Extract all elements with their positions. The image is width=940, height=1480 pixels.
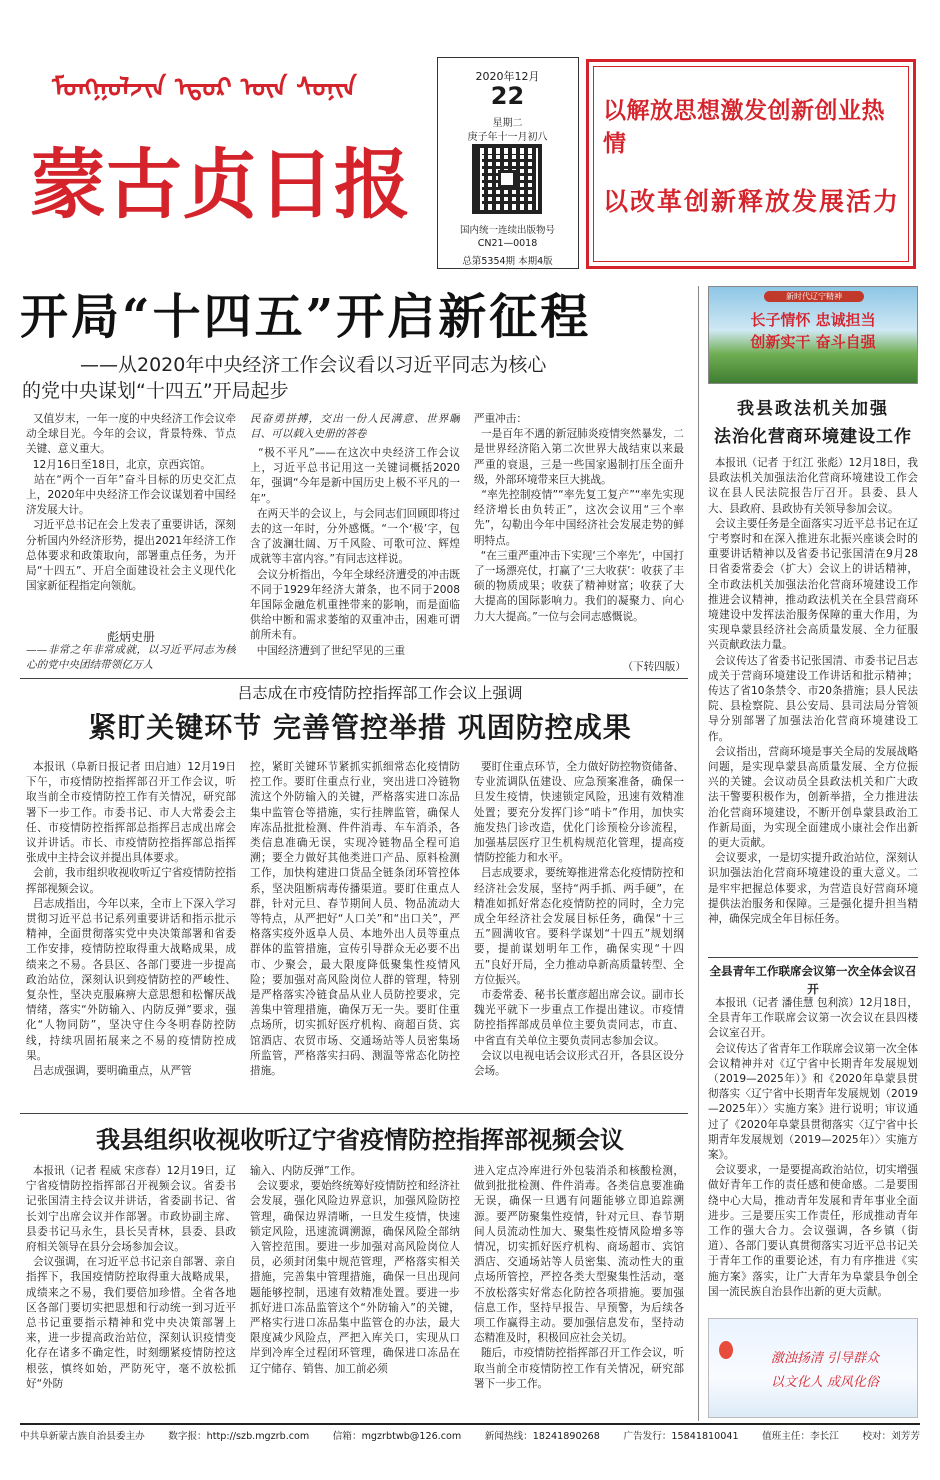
youth-headline[interactable]: 全县青年工作联席会议第一次全体会议召开 [709, 964, 917, 996]
newspaper-title: 蒙古贞日报 [30, 140, 410, 229]
lead-subhead: 彪炳史册 [106, 630, 155, 644]
divider-video-top [20, 1113, 688, 1114]
footer-email[interactable]: 信箱：mgzrbtwb@126.com [332, 1431, 462, 1442]
footer-rule [20, 1423, 920, 1425]
spirit-banner-line-2: 创新实干 奋斗自强 [750, 333, 876, 351]
issue-number: 总第5354期 本期4版 [462, 256, 553, 267]
lead-quote-1: ——非常之年非常成就，以习近平同志为核心的党中央团结带领亿万人 [26, 644, 236, 672]
lead-col-3: 严重冲击： 一是百年不遇的新冠肺炎疫情突然暴发，二是世界经济陷入第二次世界大战结束以来最严重的衰退，三是一些国家遏制打压全面升级，外部环境带来巨大挑战。 “率先控制疫情”“率先复工复产”“率先实现经济增长由负转正”，这次会议用“三个率先”，勾勒出今年中国经济社会发展走势的鲜明特点。 “在三重严重冲击下实现‘三个率先’，中国打了一场漂亮仗，打赢了‘三大收获’：收获了丰硕的物质成果；收获了精神财富；收获了大大提高的国际影响力。我们的凝聚力、向心力大大提高。”一位与会同志感慨说。 [474, 413, 684, 623]
divider-right-1 [708, 957, 918, 958]
civility-line-1: 激浊扬清 引导群众 [770, 1351, 880, 1366]
footer-proof: 校对：刘芳芳 [862, 1431, 920, 1442]
date-day: 22 [490, 82, 525, 110]
civility-image[interactable] [708, 1318, 918, 1418]
lead-col-2: “极不平凡”——在这次中央经济工作会议上，习近平总书记用这一关键词概括2020年，强调“今年是新中国历史上极不平凡的一年”。 在两天半的会议上，与会同志们回顾即将过去的这一年时，分外感慨。“一个‘极’字，包含了波澜壮阔、万千风险、可歌可泣、辉煌成就等丰富内容。”有同志这样说。 会议分析指出，今年全球经济遭受的冲击既不同于1929年经济大萧条，也不同于2008年国际金融危机重挫带来的影响，而是面临供给中断和需求萎缩的双重冲击，困难可谓前所未有。 中国经济遭到了世纪罕见的三重 [250, 447, 460, 657]
issn-number: CN21—0018 [477, 238, 538, 249]
spirit-banner[interactable] [708, 286, 918, 384]
footer-editor: 值班主任：李长江 [762, 1431, 839, 1442]
law-headline-1[interactable]: 我县政法机关加强 [737, 399, 889, 419]
law-body: 本报讯（记者 于红江 张彪）12月18日，我县政法机关加强法治化营商环境建设工作会议在县人民法院报告厅召开。县委、县人大、县政府、县政协有关领导参加会议。 会议主要任务是全面落实习近平总书记在辽宁考察时和在深入推进东北振兴座谈会时的重要讲话精神以及省委书记张国清在9月28日省委常委会（扩大）会议上的讲话精神，全市政法机关加强法治化营商环境建设工作推进会议精神，推动政法机关在全县营商环境建设中发挥法治服务保障的重大作用，为实现阜蒙县经济社会高质量发展、全力征服兴贡献政法力量。 会议传达了省委书记张国清、市委书记吕志成关于营商环境建设工作讲话和批示精神；传达了省10条禁令、市20条措施；县人民法院、县检察院、县公安局、县司法局分管领导分别部署了加强法治化营商环境建设工作。 会议指出，营商环境是事关全局的发展战略问题，是实现阜蒙县高质量发展、全方位振兴的关键。会议动员全县政法机关和广大政法干警要积极作为，创新举措，全力推进法治化营商环境建设，不断开创阜蒙县政治工作新局面，为实现全面建成小康社会作出新的更大贡献。 会议要求，一是切实提升政治站位，深刻认识加强法治化营商环境建设的重大意义。二是牢牢把握总体要求，为营造良好营商环境提供法治服务和保障。三是强化提升担当精神，确保完成全年目标任务。 [708, 457, 918, 926]
footer-digital[interactable]: 数字报：http://szb.mgzrb.com [168, 1431, 310, 1442]
video-col-3: 进入定点冷库进行外包装消杀和核酸检测，做到批批检测、件件消毒。各类信息要准确无误，确保一旦遇有问题能够立即追踪溯源。要严防聚集性疫情，针对元旦、春节期间人员流动性加大、聚集性疫情风险增多等情况，切实抓好医疗机构、商场超市、宾馆酒店、交通场站等人员密集、流动性大的重点场所管控，严控各类大型聚集性活动，毫不放松落实好常态化防控各项措施。要加强信息工作，坚持早报告、早预警，为后续各项工作赢得主动。要加强信息发布，坚持动态精准及时，积极回应社会关切。 随后，市疫情防控指挥部召开工作会议，听取当前全市疫情防控工作有关情况，研究部署下一步工作。 [474, 1165, 684, 1390]
date-box [437, 57, 579, 269]
footer-ad: 广告发行：15841810041 [623, 1431, 739, 1442]
spirit-banner-line-1: 长子情怀 忠诚担当 [750, 311, 876, 329]
footer-publisher: 中共阜新蒙古族自治县委主办 [20, 1431, 145, 1442]
lead-col-1: 又值岁末，一年一度的中央经济工作会议牵动全球目光。今年的会议，背景特殊、节点关键、意义重大。 12月16日至18日，北京，京西宾馆。 站在“两个一百年”奋斗目标的历史交汇点上，2020年中央经济工作会议谋划着中国经济发展大计。 习近平总书记在会上发表了重要讲话，深刻分析国内外经济形势，提出2021年经济工作总体要求和政策取向，部署重点任务，为开局“十四五”、开启全面建设社会主义现代化国家新征程指定向领航。 [26, 413, 236, 593]
masthead [22, 50, 442, 275]
lv-col-3: 要盯住重点环节，全力做好防控物资储备、专业流调队伍建设、应急预案准备，确保一旦发生疫情，快速锁定风险，迅速有效精准处置；要充分发挥门诊“哨卡”作用，加快实施发热门诊改造，优化门诊预检分诊流程，加强基层医疗卫生机构规范化管理，提高疫情防控能力和水平。 吕志成要求，要统筹推进常态化疫情防控和经济社会发展，坚持“两手抓、两手硬”，在精准如抓好常态化疫情防控的同时，全力完成全年经济社会发展目标任务，确保“十三五”圆满收官。要科学谋划“十四五”规划纲要，提前谋划明年工作，确保实现“十四五”良好开局，全力推动阜新高质量转型、全方位振兴。 市委常委、秘书长董彦超出席会议。副市长魏光平就下一步重点工作提出建议。市疫情防控指挥部成员单位主要负责同志，市直、中省直有关单位主要负责同志参加会议。 会议以电视电话会议形式召开，各县区设分会场。 [474, 761, 684, 1078]
lv-headline[interactable]: 紧盯关键环节 完善管控举措 巩固防控成果 [88, 711, 632, 744]
lead-subtitle-2: 的党中央谋划“十四五”开局起步 [22, 380, 289, 402]
law-headline-2[interactable]: 法治化营商环境建设工作 [714, 427, 912, 447]
youth-body: 本报讯（记者 潘佳慧 包利滨）12月18日，全县青年工作联席会议第一次会议在县四楼会议室召开。 会议传达了省青年工作联席会议第一次全体会议精神并对《辽宁省中长期青年发展规划（2019—2025年）》和《2020年阜蒙县贯彻落实〈辽宁省中长期青年发展规划（2019—2025年）〉实施方案》进行说明；审议通过了《2020年阜蒙县贯彻落实〈辽宁省中长期青年发展规划（2019—2025年）〉实施方案》。 会议要求，一是要提高政治站位，切实增强做好青年工作的责任感和使命感。二是要围绕中心大局，推动青年发展和青年事业全面进步。三是要压实工作责任，形成推动青年工作的强大合力。会议强调，各乡镇（街道）、各部门要认真贯彻落实习近平总书记关于青年工作的重要论述，有力有序推进《实施方案》落实，让广大青年为阜蒙县争创全国一流民族自治县作出新的更大贡献。 [708, 997, 918, 1298]
slogan-box [586, 59, 916, 269]
date-weekday: 星期二 [492, 118, 523, 129]
slogan-line-2: 以改革创新释放发展活力 [603, 187, 901, 216]
mongolian-title: ᠮᠣᠩᠭᠣᠯᠵᠢᠨ ᠡᠳᠦᠷ ᠦᠨ ᠰᠣᠨᠢᠨ [52, 73, 357, 103]
lv-col-1: 本报讯（阜新日报记者 田启迪）12月19日下午，市疫情防控指挥部召开工作会议，听取当前全市疫情防控工作有关情况，研究部署下一步工作。市委书记、市人大常委会主任、市疫情防控指挥部总指挥吕志成出席会议并讲话。市长、市疫情防控指挥部总指挥张成中主持会议并提出具体要求。 会前，我市组织收视收听辽宁省疫情防控指挥部视频会议。 吕志成指出，今年以来，全市上下深入学习贯彻习近平总书记系列重要讲话和指示批示精神，全面贯彻落实党中央决策部署和省委工作安排，疫情防控取得重大战略成果，成绩来之不易。各县区、各部门要进一步提高政治站位，深刻认识到疫情防控的严峻性、复杂性，坚决克服麻痹大意思想和松懈厌战情绪，落实“外防输入、内防反弹”要求，强化“人物同防”，坚决守住今冬明春防控防线，持续巩固拓展来之不易的疫情防控成果。 吕志成强调，要明确重点，从严管 [26, 761, 236, 1078]
lead-quote-2: 民奋勇拼搏，交出一份人民满意、世界瞩目、可以载入史册的答卷 [250, 413, 460, 441]
footer [20, 1428, 920, 1444]
issn-label: 国内统一连续出版物号 [459, 225, 555, 236]
divider-vertical [698, 286, 699, 1421]
qr-code[interactable] [472, 144, 542, 214]
lv-col-2: 控，紧盯关键环节紧抓实抓细常态化疫情防控工作。要盯住重点行业，突出进口冷链物流这个外防输入的关键，严格落实进口冻品集中监管仓等措施，实行挂牌监管，确保人库冻品批批检测、件件消毒、车车消杀，各类信息准确无误，实现冷链物品全程可追溯；要全力做好其他类进口产品、原料检测工作，加快构建进口货品全链条闭环管控体系，坚决阻断病毒传播渠道。要盯住重点人群，针对元旦、春节期间人员、物品流动大等特点，从严把好“人口关”和“出口关”，严格落实疫外返阜人员、本地外出人员等重点群体的监管措施，宣传引导群众无必要不出市、少聚会，最大限度降低聚集性疫情风险；要加强对高风险岗位人群的管理，特别是严格落实冷链食品从业人员防控要求，完善集中管理措施，确保万无一失。要盯住重点场所，切实抓好医疗机构、商超百货、宾馆酒店、农贸市场、交通场站等人员密集场所监管，严格落实扫码、测温等常态化防控措施。 [250, 761, 460, 1078]
footer-hotline: 新闻热线：18241890268 [484, 1431, 600, 1442]
slogan-line-1: 以解放思想激发创新创业热情 [603, 97, 885, 157]
divider-lv-top [20, 678, 688, 679]
civility-line-2: 以文化人 成风化俗 [770, 1375, 880, 1390]
video-col-2: 输入、内防反弹”工作。 会议要求，要始终统筹好疫情防控和经济社会发展，强化风险边界意识，加强风险防控管理，确保边界清晰，一旦发生疫情，快速锁定风险，迅速流调溯源，确保风险全部纳入管控范围。要进一步加强对高风险岗位人员，必须封闭集中规范管理，严格落实相关措施，完善集中管理措施，确保一旦出现问题能够控制，迅速有效精准处置。要进一步抓好进口冻品监管这个“外防输入”的关键，严格实行进口冻品集中监管仓的办法，最大限度减少风险点，严把入库关口，实现从口岸到冷库全过程闭环管理，确保进口冻品在辽宁储存、销售、加工前必须 [250, 1165, 460, 1375]
date-lunar: 庚子年十一月初八 [467, 132, 548, 143]
balloon-icon [719, 1341, 733, 1359]
video-col-1: 本报讯（记者 程威 宋彦春）12月19日，辽宁省疫情防控指挥部召开视频会议。省委书记张国清主持会议并讲话，省委副书记、省长刘宁出席会议并作部署。市政协副主席、县委书记马永生，县长吴青林，县委、县政府相关领导在县分会场参加会议。 会议强调，在习近平总书记亲自部署、亲自指挥下，我国疫情防控取得重大战略成果，成绩来之不易，我们要倍加珍惜。全省各地区各部门要切实把思想和行动统一到习近平总书记重要指示精神和党中央决策部署上来，进一步提高政治站位，深刻认识疫情变化存在诸多不确定性，时刻绷紧疫情防控这根弦，慎终如始，严防死守，毫不放松抓好“外防 [26, 1165, 236, 1390]
video-headline[interactable]: 我县组织收视收听辽宁省疫情防控指挥部视频会议 [96, 1125, 624, 1154]
lead-continued[interactable]: （下转四版） [622, 661, 686, 673]
lead-headline[interactable]: 开局“十四五”开启新征程 [20, 289, 592, 345]
lv-kicker: 吕志成在市疫情防控指挥部工作会议上强调 [237, 684, 523, 702]
lead-subtitle-1: ——从2020年中央经济工作会议看以习近平同志为核心 [80, 354, 547, 376]
spirit-banner-tag: 新时代辽宁精神 [764, 291, 864, 302]
date-year-month: 2020年12月 [475, 70, 540, 83]
